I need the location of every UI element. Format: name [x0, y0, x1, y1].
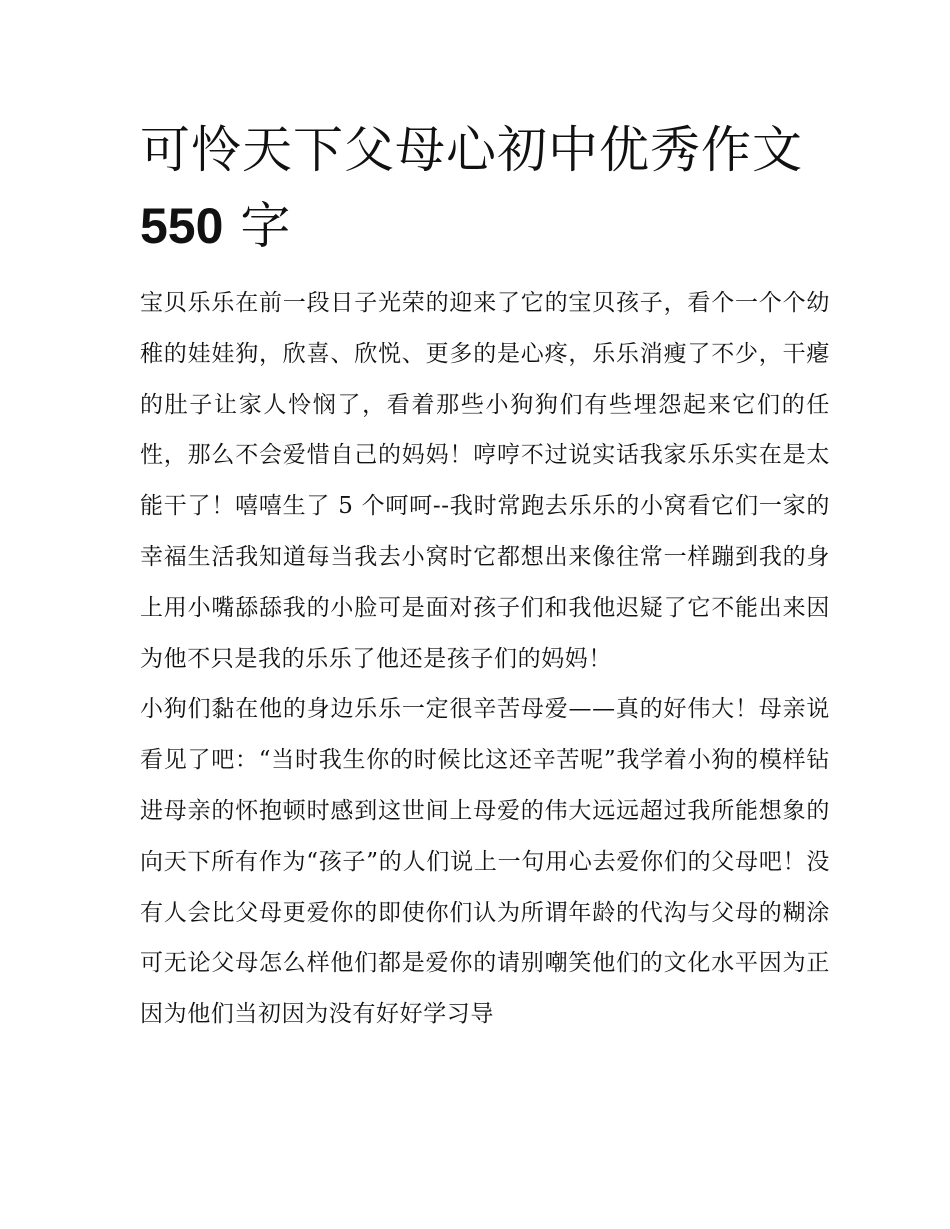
paragraph-2: 小狗们黏在他的身边乐乐一定很辛苦母爱——真的好伟大！母亲说看见了吧：“当时我生你的时候比这还辛苦呢”我学着小狗的模样钻进母亲的怀抱顿时感到这世间上母爱的伟大远远超过我所能想象的向天下所有作为“孩子”的人们说上一句用心去爱你们的父母吧！没有人会比父母更爱你的即使你们认为所谓年龄的代沟与父母的糊涂可无论父母怎么样他们都是爱你的请别嘲笑他们的文化水平因为正因为他们当初因为没有好好学习导 — [140, 696, 830, 1028]
title-suffix: 字 — [223, 197, 292, 255]
title-number: 550 — [140, 198, 224, 254]
document-body — [140, 278, 830, 1040]
document-title — [140, 112, 830, 264]
paragraph-1: 宝贝乐乐在前一段日子光荣的迎来了它的宝贝孩子，看个一个个幼稚的娃娃狗，欣喜、欣悦、更多的是心疼，乐乐消瘦了不少，干瘪的肚子让家人怜悯了，看着那些小狗狗们有些埋怨起来它们的任性，那么不会爱惜自己的妈妈！哼哼不过说实话我家乐乐实在是太能干了！嘻嘻生了 5 个呵呵--我时常跑去乐乐的小窝看它们一家的幸福生活我知道每当我去小窝时它都想出来像往常一样蹦到我的身上用小嘴舔舔我的小脸可是面对孩子们和我他迟疑了它不能出来因为他不只是我的乐乐了他还是孩子们的妈妈！ — [140, 290, 830, 672]
title-text: 可怜天下父母心初中优秀作文 — [140, 121, 803, 179]
